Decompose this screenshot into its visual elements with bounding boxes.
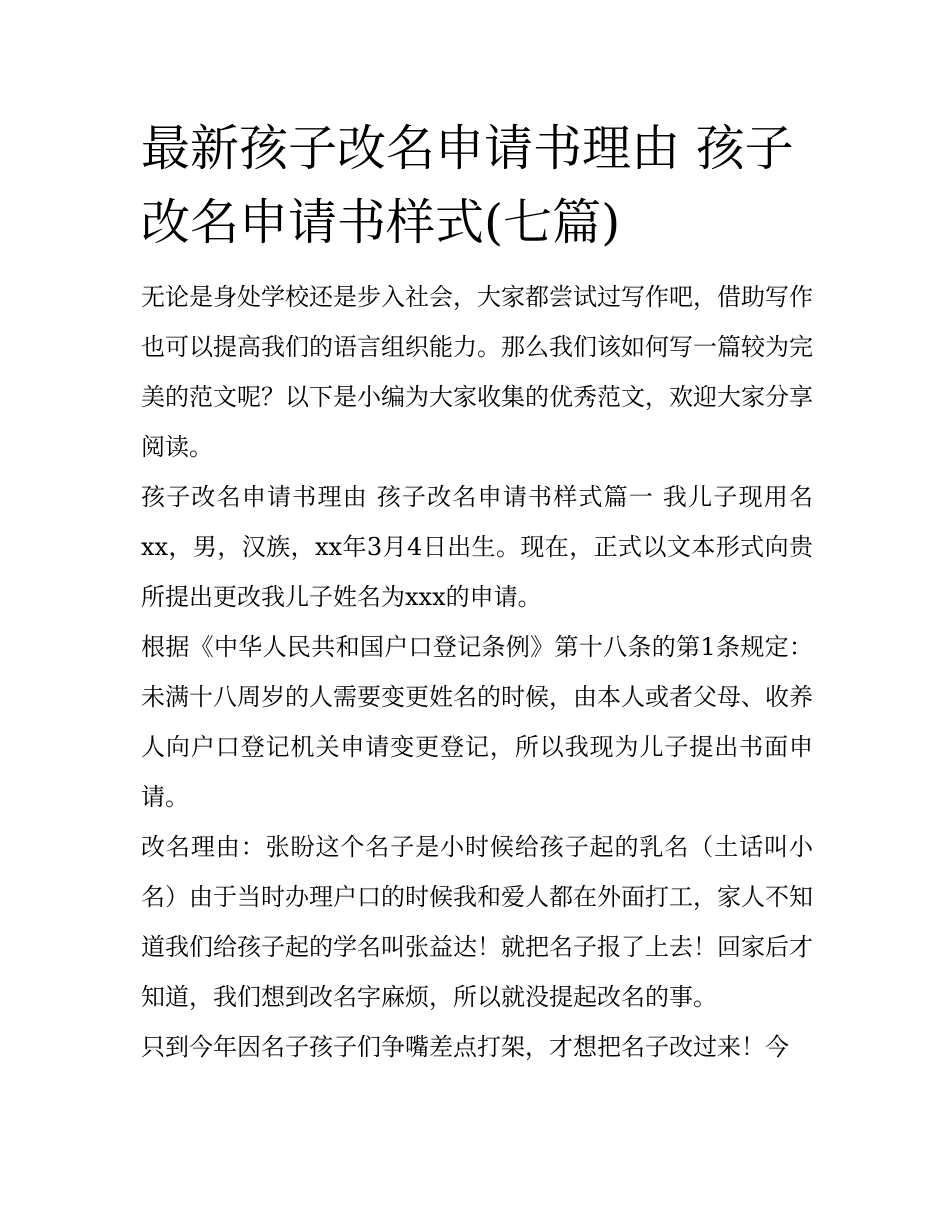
paragraph-regulation: 根据《中华人民共和国户口登记条例》第十八条的第1条规定：未满十八周岁的人需要变更姓名的时候，由本人或者父母、收养人向户口登记机关申请变更登记，所以我现为儿子提出书面申请。 (141, 633, 813, 811)
paragraph-continuation: 只到今年因名子孩子们争嘴差点打架，才想把名子改过来！今 (141, 1033, 789, 1061)
paragraph-intro: 无论是身处学校还是步入社会，大家都尝试过写作吧，借助写作也可以提高我们的语言组织能力。那么我们该如何写一篇较为完美的范文呢？以下是小编为大家收集的优秀范文，欢迎大家分享阅读。 (141, 283, 813, 461)
document-body (141, 112, 813, 1072)
paragraph-application: 孩子改名申请书理由 孩子改名申请书样式篇一 我儿子现用名xx，男，汉族，xx年3月4日出生。现在，正式以文本形式向贵所提出更改我儿子姓名为xxx的申请。 (141, 483, 813, 611)
document-title: 最新孩子改名申请书理由 孩子改名申请书样式(七篇) (141, 120, 794, 251)
paragraph-reason: 改名理由：张盼这个名子是小时候给孩子起的乳名（土话叫小名）由于当时办理户口的时候我和爱人都在外面打工，家人不知道我们给孩子起的学名叫张益达！就把名子报了上去！回家后才知道，我们想到改名字麻烦，所以就没提起改名的事。 (141, 833, 813, 1011)
